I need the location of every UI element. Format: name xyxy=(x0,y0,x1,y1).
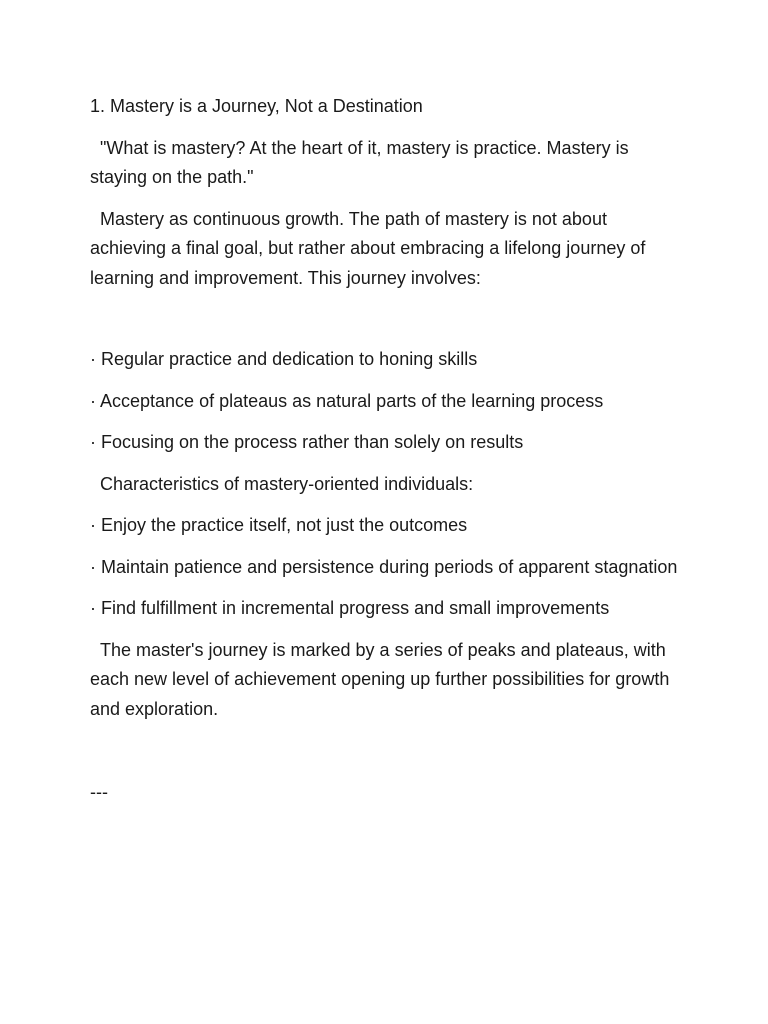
quote-paragraph: "What is mastery? At the heart of it, mastery is practice. Mastery is staying on the path." xyxy=(90,137,634,187)
blank-line xyxy=(90,305,680,345)
list-item: · Maintain patience and persistence during periods of apparent stagnation xyxy=(90,556,678,577)
list-item: · Acceptance of plateaus as natural parts of the learning process xyxy=(90,390,604,411)
list-item: · Find fulfillment in incremental progress and small improvements xyxy=(90,598,610,618)
list-item: · Enjoy the practice itself, not just the outcomes xyxy=(90,515,468,535)
separator-text: --- xyxy=(90,782,108,802)
list-item: · Focusing on the process rather than solely on results xyxy=(90,432,524,452)
characteristics-heading: Characteristics of mastery-oriented individuals: xyxy=(90,473,474,494)
document-body xyxy=(90,92,680,820)
section-heading: 1. Mastery is a Journey, Not a Destination xyxy=(90,96,423,116)
intro-paragraph: Mastery as continuous growth. The path of mastery is not about achieving a final goal, but rather about embracing a lifelong journey of learning and improvement. This journey involves: xyxy=(90,208,651,288)
list-item: · Regular practice and dedication to honing skills xyxy=(90,349,478,369)
closing-paragraph: The master's journey is marked by a series of peaks and plateaus, with each new level of achievement opening up further possibilities for growth and exploration. xyxy=(90,639,675,719)
blank-line xyxy=(90,736,680,778)
